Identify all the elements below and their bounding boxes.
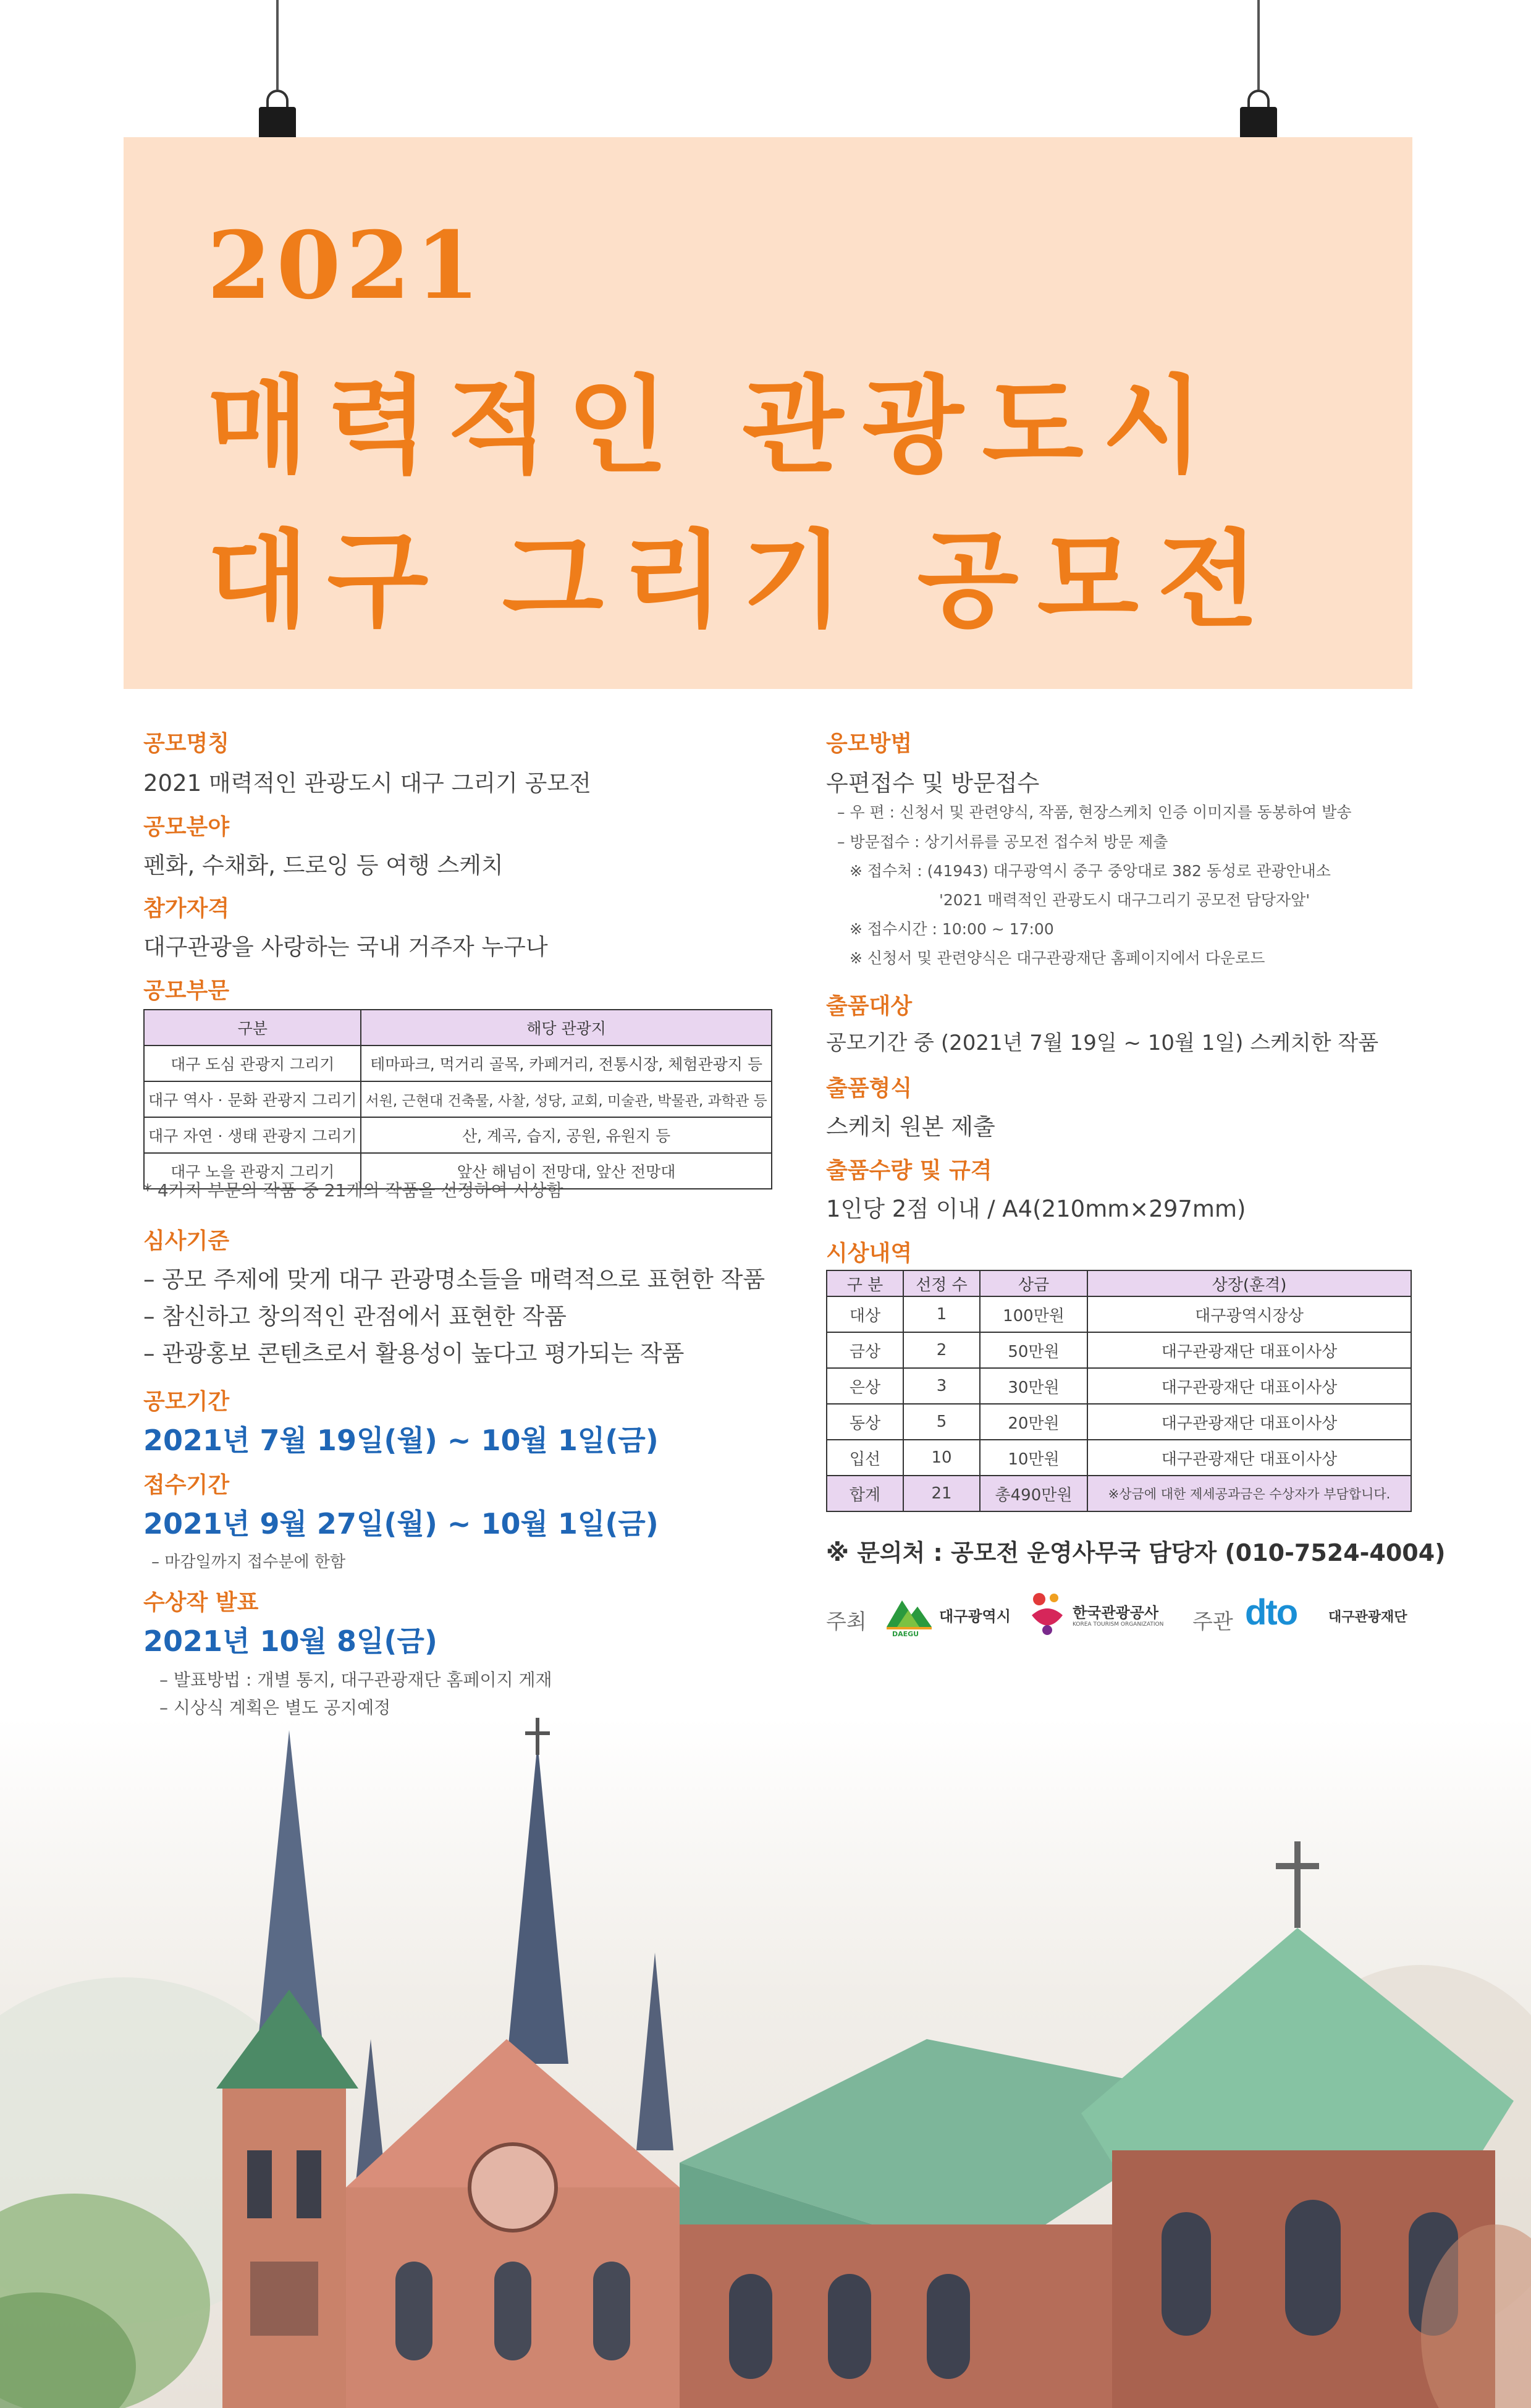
table-cell: 2 — [903, 1332, 980, 1368]
heading-method: 응모방법 — [826, 731, 913, 756]
method-value: 우편접수 및 방문접수 — [826, 770, 1040, 796]
daegu-logo — [884, 1593, 1019, 1642]
table-cell: 총490만원 — [980, 1476, 1087, 1511]
table-cell: 은상 — [827, 1368, 903, 1404]
table-header-cell: 선정 수 — [903, 1270, 980, 1296]
title-line-1: 매력적인 관광도시 — [207, 364, 1222, 488]
announcement-value: 2021년 10월 8일(금) — [143, 1624, 437, 1658]
method-note: – 우 편 : 신청서 및 관련양식, 작품, 현장스케치 인증 이미지를 동봉하여 발송 — [837, 803, 1352, 821]
heading-form: 출품형식 — [826, 1076, 913, 1101]
table-cell: 대구 도심 관광지 그리기 — [144, 1046, 361, 1081]
daegu-logo-text: 대구광역시 — [939, 1608, 1011, 1625]
table-cell: 대상 — [827, 1296, 903, 1332]
daegu-logo-en: DAEGU — [892, 1630, 919, 1638]
heading-quantity: 출품수량 및 규격 — [826, 1158, 992, 1183]
table-cell: 금상 — [827, 1332, 903, 1368]
receipt-note: – 마감일까지 접수분에 한함 — [151, 1553, 346, 1571]
table-cell: 21 — [903, 1476, 980, 1511]
period-value: 2021년 7월 19일(월) ~ 10월 1일(금) — [143, 1424, 659, 1457]
table-cell: ※상금에 대한 제세공과금은 수상자가 부담합니다. — [1087, 1476, 1411, 1511]
table-row — [827, 1404, 1411, 1440]
field-value: 펜화, 수채화, 드로잉 등 여행 스케치 — [143, 852, 504, 879]
criteria-item: – 참신하고 창의적인 관점에서 표현한 작품 — [143, 1303, 567, 1330]
heading-target: 출품대상 — [826, 994, 913, 1019]
table-row — [144, 1046, 772, 1081]
kto-emblem-icon — [1026, 1589, 1069, 1639]
table-total-row — [827, 1476, 1411, 1511]
dto-logo — [1245, 1592, 1412, 1639]
table-cell: 입선 — [827, 1440, 903, 1476]
heading-announcement: 수상작 발표 — [143, 1590, 259, 1615]
contact-info: ※ 문의처 : 공모전 운영사무국 담당자 (010-7524-4004) — [826, 1539, 1446, 1566]
method-note: ※ 접수처 : (41943) 대구광역시 중구 중앙대로 382 동성로 관광안내소 — [850, 862, 1331, 880]
table-cell: 대구관광재단 대표이사상 — [1087, 1440, 1411, 1476]
heading-period: 공모기간 — [143, 1389, 230, 1414]
table-cell: 합계 — [827, 1476, 903, 1511]
table-cell: 산, 계곡, 습지, 공원, 유원지 등 — [361, 1117, 771, 1153]
form-value: 스케치 원본 제출 — [826, 1113, 995, 1140]
table-row — [827, 1332, 1411, 1368]
quantity-value: 1인당 2점 이내 / A4(210mm×297mm) — [826, 1196, 1246, 1222]
table-header-row — [144, 1010, 772, 1046]
title-banner — [124, 137, 1412, 689]
table-header-row — [827, 1270, 1411, 1296]
receipt-value: 2021년 9월 27일(월) ~ 10월 1일(금) — [143, 1507, 659, 1540]
table-cell: 대구 역사 · 문화 관광지 그리기 — [144, 1081, 361, 1117]
table-cell: 대구광역시장상 — [1087, 1296, 1411, 1332]
table-cell: 대구 노을 관광지 그리기 — [144, 1153, 361, 1189]
table-row — [144, 1081, 772, 1117]
table-cell: 대구 자연 · 생태 관광지 그리기 — [144, 1117, 361, 1153]
heading-criteria: 심사기준 — [143, 1228, 230, 1254]
table-header-cell: 해당 관광지 — [361, 1010, 771, 1046]
method-note: '2021 매력적인 관광도시 대구그리기 공모전 담당자앞' — [939, 891, 1310, 909]
cathedral-painting — [0, 1718, 1531, 2408]
heading-awards: 시상내역 — [826, 1241, 913, 1266]
table-cell: 테마파크, 먹거리 골목, 카페거리, 전통시장, 체험관광지 등 — [361, 1046, 771, 1081]
dto-logo-mark: dto — [1245, 1592, 1297, 1633]
category-note: * 4가지 부문의 작품 중 21개의 작품을 선정하여 시상함 — [143, 1180, 563, 1201]
criteria-item: – 공모 주제에 맞게 대구 관광명소들을 매력적으로 표현한 작품 — [143, 1266, 766, 1293]
category-table — [143, 1009, 772, 1189]
table-cell: 서원, 근현대 건축물, 사찰, 성당, 교회, 미술관, 박물관, 과학관 등 — [361, 1081, 771, 1117]
method-note: – 방문접수 : 상기서류를 공모전 접수처 방문 제출 — [837, 833, 1168, 851]
hanging-string-right — [1257, 0, 1260, 90]
table-cell: 100만원 — [980, 1296, 1087, 1332]
kto-logo-text: 한국관광공사 — [1073, 1604, 1159, 1621]
title-year: 2021 — [207, 211, 485, 320]
table-cell: 10만원 — [980, 1440, 1087, 1476]
table-row — [827, 1440, 1411, 1476]
announcement-note: – 발표방법 : 개별 통지, 대구관광재단 홈페이지 게재 — [159, 1670, 552, 1690]
table-header-cell: 상금 — [980, 1270, 1087, 1296]
hanging-string-left — [276, 0, 279, 90]
title-line-2: 대구 그리기 공모전 — [207, 518, 1278, 642]
dto-logo-text: 대구관광재단 — [1328, 1610, 1407, 1625]
target-value: 공모기간 중 (2021년 7월 19일 ~ 10월 1일) 스케치한 작품 — [826, 1031, 1379, 1055]
table-cell: 3 — [903, 1368, 980, 1404]
table-header-cell: 구분 — [144, 1010, 361, 1046]
table-row — [827, 1296, 1411, 1332]
awards-table — [826, 1270, 1412, 1512]
kto-logo — [1026, 1589, 1174, 1645]
table-row — [827, 1368, 1411, 1404]
announcement-note: – 시상식 계획은 별도 공지예정 — [159, 1697, 391, 1718]
heading-contest-name: 공모명칭 — [143, 731, 230, 756]
eligibility-value: 대구관광을 사랑하는 국내 거주자 누구나 — [143, 934, 548, 960]
table-cell: 대구관광재단 대표이사상 — [1087, 1368, 1411, 1404]
table-cell: 1 — [903, 1296, 980, 1332]
table-header-cell: 상장(훈격) — [1087, 1270, 1411, 1296]
table-cell: 5 — [903, 1404, 980, 1440]
table-cell: 앞산 해넘이 전망대, 앞산 전망대 — [361, 1153, 771, 1189]
table-cell: 50만원 — [980, 1332, 1087, 1368]
table-cell: 대구관광재단 대표이사상 — [1087, 1332, 1411, 1368]
heading-field: 공모분야 — [143, 814, 230, 840]
heading-eligibility: 참가자격 — [143, 896, 230, 921]
contest-name: 2021 매력적인 관광도시 대구 그리기 공모전 — [143, 770, 591, 796]
table-cell: 30만원 — [980, 1368, 1087, 1404]
heading-receipt: 접수기간 — [143, 1472, 230, 1498]
table-row — [144, 1117, 772, 1153]
table-cell: 동상 — [827, 1404, 903, 1440]
criteria-item: – 관광홍보 콘텐츠로서 활용성이 높다고 평가되는 작품 — [143, 1340, 685, 1367]
organizer-label: 주관 — [1192, 1610, 1233, 1634]
table-cell: 대구관광재단 대표이사상 — [1087, 1404, 1411, 1440]
kto-logo-en: KOREA TOURISM ORGANIZATION — [1073, 1621, 1164, 1628]
host-label: 주최 — [826, 1610, 867, 1634]
heading-category: 공모부문 — [143, 978, 230, 1003]
method-note: ※ 신청서 및 관련양식은 대구관광재단 홈페이지에서 다운로드 — [850, 949, 1265, 967]
method-note: ※ 접수시간 : 10:00 ~ 17:00 — [850, 920, 1054, 938]
table-cell: 20만원 — [980, 1404, 1087, 1440]
table-header-cell: 구 분 — [827, 1270, 903, 1296]
table-cell: 10 — [903, 1440, 980, 1476]
